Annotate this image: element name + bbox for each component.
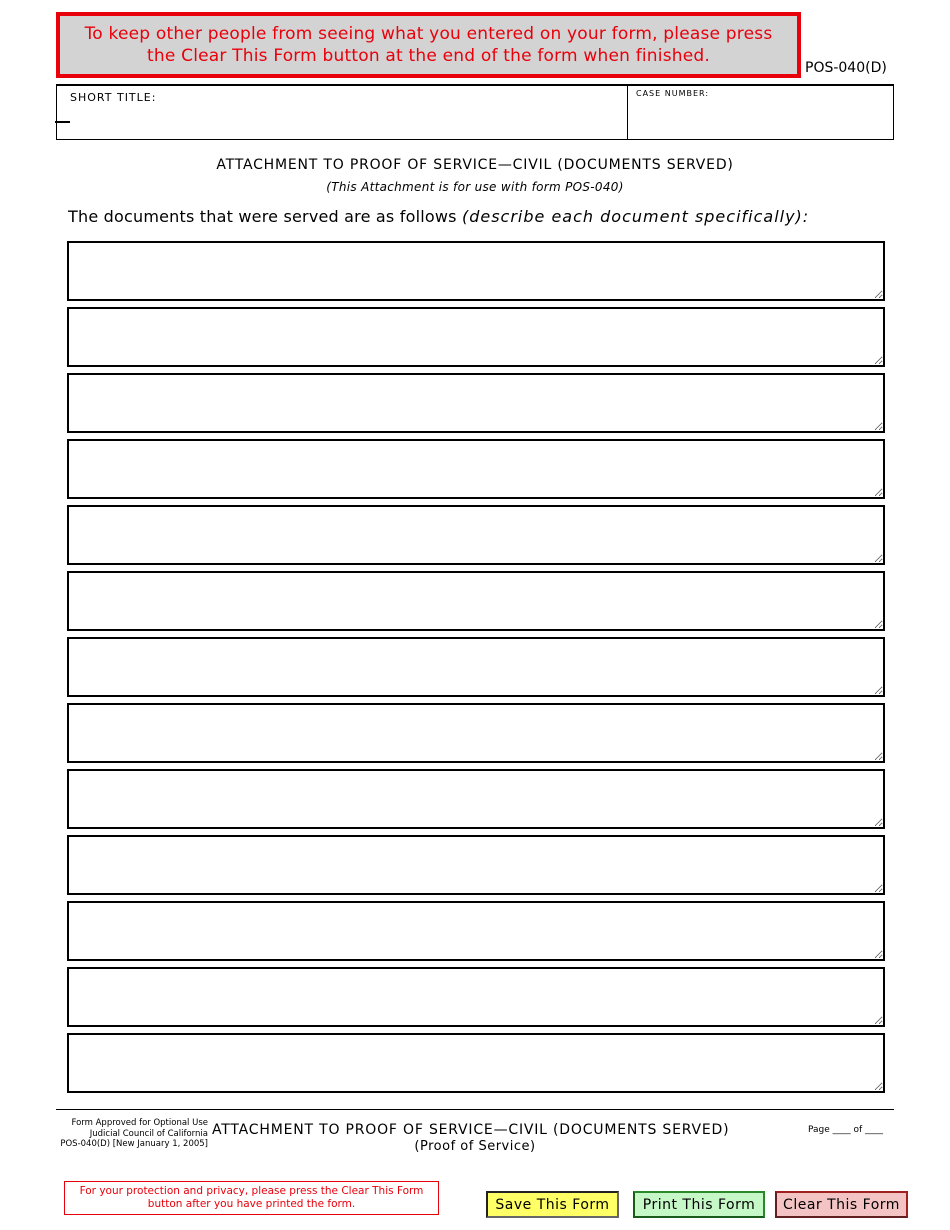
approved-line-3: POS-040(D) [New January 1, 2005] bbox=[60, 1139, 208, 1149]
form-number: POS-040(D) bbox=[805, 60, 887, 76]
page-count: Page ____ of ____ bbox=[808, 1125, 884, 1135]
instruction-text bbox=[68, 207, 809, 226]
short-title-field[interactable] bbox=[70, 105, 620, 133]
document-field-7[interactable] bbox=[67, 637, 885, 697]
privacy-notice bbox=[56, 12, 801, 78]
footer-subtitle: (Proof of Service) bbox=[414, 1139, 536, 1154]
document-field-12[interactable] bbox=[67, 967, 885, 1027]
document-field-4[interactable] bbox=[67, 439, 885, 499]
approved-line-2: Judicial Council of California bbox=[89, 1128, 208, 1139]
footer-rule bbox=[56, 1109, 894, 1110]
form-subtitle: (This Attachment is for use with form POS-040) bbox=[326, 180, 624, 194]
instruction-emphasis: (describe each document specifically): bbox=[461, 207, 810, 226]
document-field-9[interactable] bbox=[67, 769, 885, 829]
instruction-main: The documents that were served are as follows bbox=[68, 207, 462, 226]
document-field-8[interactable] bbox=[67, 703, 885, 763]
document-field-10[interactable] bbox=[67, 835, 885, 895]
header-divider bbox=[627, 84, 628, 139]
document-field-6[interactable] bbox=[67, 571, 885, 631]
case-number-field[interactable] bbox=[636, 103, 886, 133]
clear-form-button[interactable]: Clear This Form bbox=[775, 1191, 908, 1218]
margin-tick bbox=[55, 121, 70, 123]
print-form-button[interactable]: Print This Form bbox=[633, 1191, 765, 1218]
privacy-notice-text: To keep other people from seeing what you entered on your form, please press the Clear This Form button at the end of the form when finished. bbox=[84, 24, 773, 66]
save-form-button[interactable]: Save This Form bbox=[486, 1191, 619, 1218]
document-field-11[interactable] bbox=[67, 901, 885, 961]
document-field-2[interactable] bbox=[67, 307, 885, 367]
form-title: ATTACHMENT TO PROOF OF SERVICE—CIVIL (DOCUMENTS SERVED) bbox=[216, 157, 734, 173]
case-number-label: CASE NUMBER: bbox=[636, 89, 710, 98]
approved-line-1: Form Approved for Optional Use bbox=[71, 1118, 208, 1128]
privacy-reminder: For your protection and privacy, please press the Clear This Form button after you have printed the form. bbox=[64, 1181, 439, 1215]
footer-title: ATTACHMENT TO PROOF OF SERVICE—CIVIL (DOCUMENTS SERVED) bbox=[212, 1122, 730, 1138]
document-field-5[interactable] bbox=[67, 505, 885, 565]
document-field-3[interactable] bbox=[67, 373, 885, 433]
document-field-1[interactable] bbox=[67, 241, 885, 301]
document-field-13[interactable] bbox=[67, 1033, 885, 1093]
short-title-label: SHORT TITLE: bbox=[70, 91, 157, 104]
document-list bbox=[67, 241, 885, 1099]
